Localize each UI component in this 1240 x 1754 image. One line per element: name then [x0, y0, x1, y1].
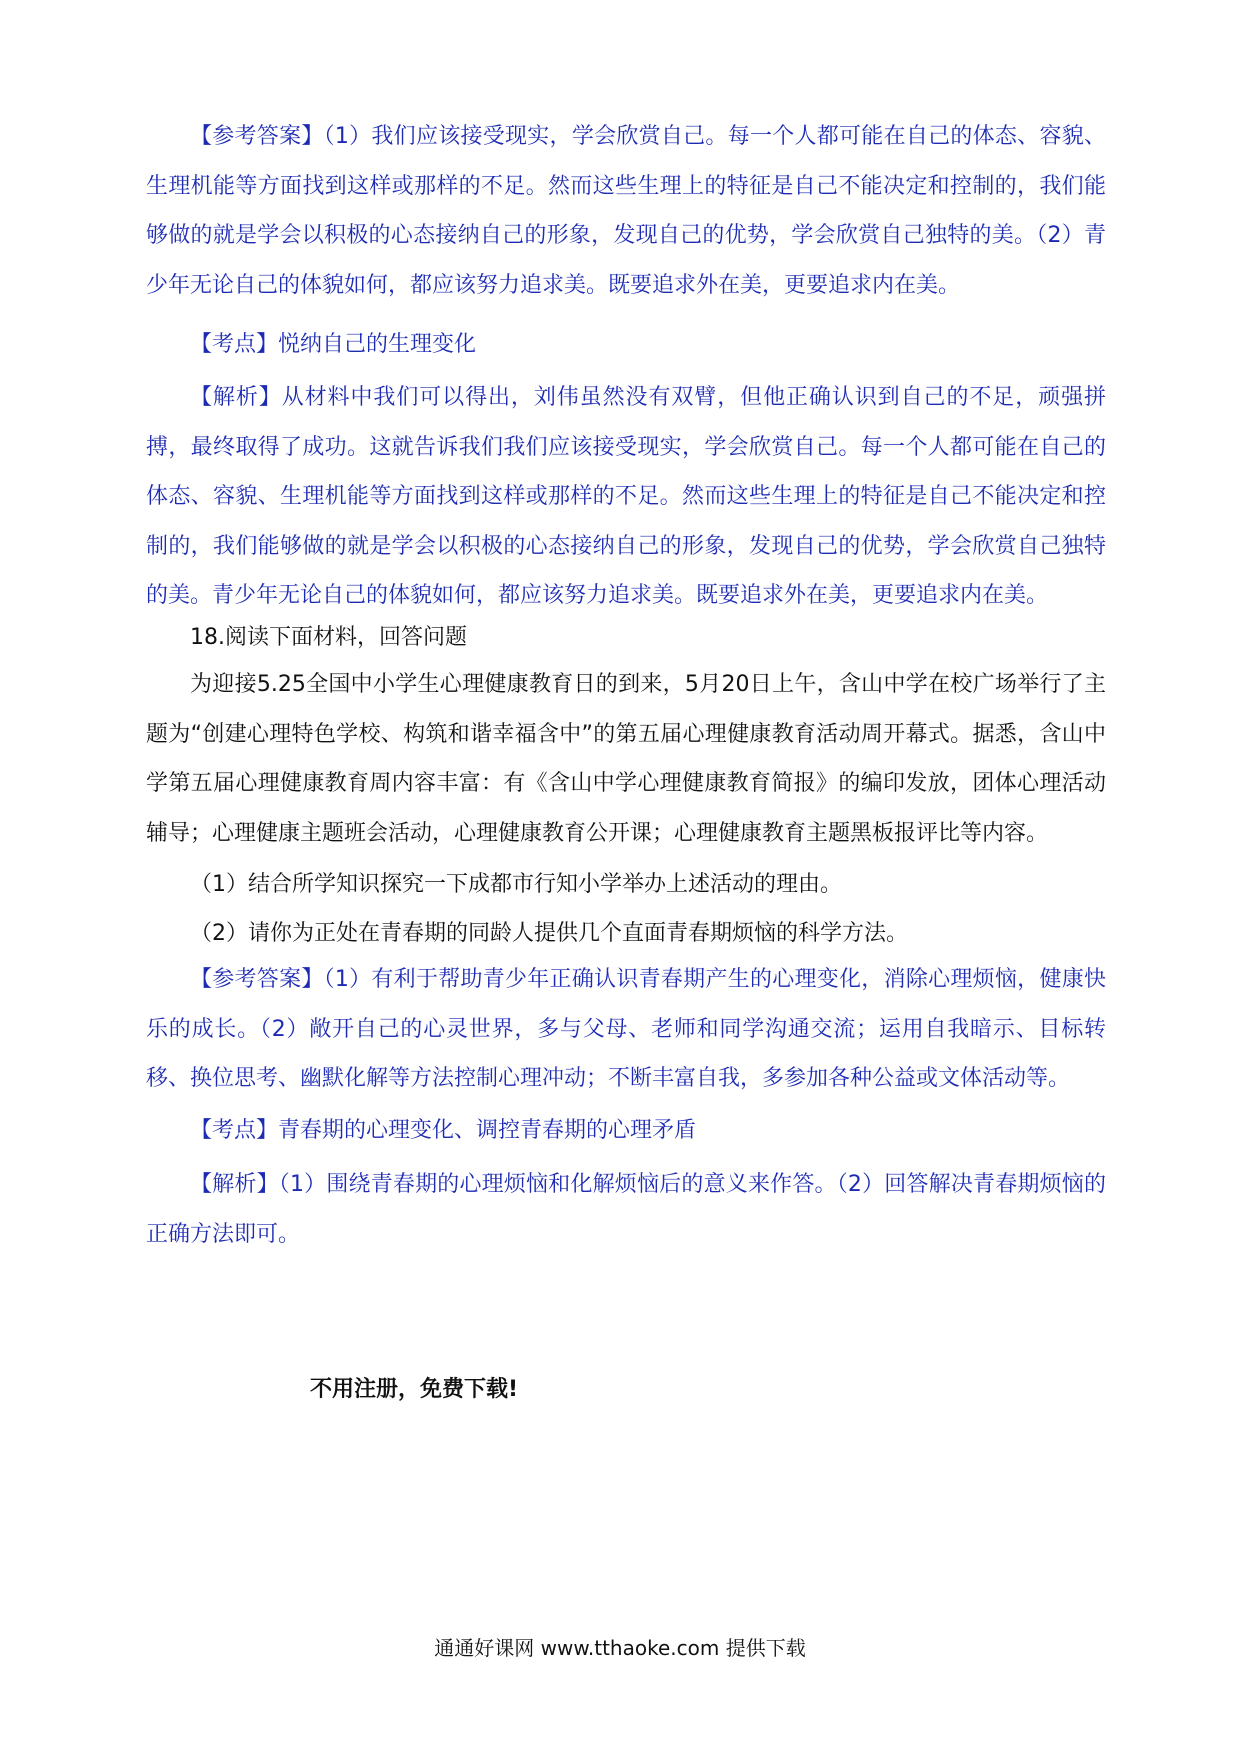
answer-18: [146, 955, 1106, 1104]
answer-label: 【参考答案】: [190, 967, 324, 992]
material-18: 为迎接5.25全国中小学生心理健康教育日的到来，5月20日上午，含山中学在校广场举行了主题为“创建心理特色学校、构筑和谐幸福含中”的第五届心理健康教育活动周开幕式。据悉，含山中学第五届心理健康教育周内容丰富：有《含山中学心理健康教育简报》的编印发放，团体心理活动辅导；心理健康主题班会活动，心理健康教育公开课；心理健康教育主题黑板报评比等内容。: [146, 672, 1106, 846]
question-18-2: （2）请你为正处在青春期的同龄人提供几个直面青春期烦恼的科学方法。: [190, 921, 908, 946]
answer-17: [146, 112, 1106, 310]
question-18-title: 18.阅读下面材料，回答问题: [190, 625, 467, 650]
answer-text: （1）有利于帮助青少年正确认识青春期产生的心理变化，消除心理烦恼，健康快乐的成长。（2）敞开自己的心灵世界，多与父母、老师和同学沟通交流；运用自我暗示、目标转移、换位思考、幽默化解等方法控制心理冲动；不断丰富自我，多参加各种公益或文体活动等。: [146, 967, 1106, 1091]
point-18: [146, 1106, 1106, 1156]
point-label: 【考点】: [190, 332, 279, 357]
point-17: [146, 320, 1106, 370]
question-18-1: （1）结合所学知识探究一下成都市行知小学举办上述活动的理由。: [190, 872, 842, 897]
analysis-17: [146, 373, 1106, 621]
analysis-text: 从材料中我们可以得出，刘伟虽然没有双臂，但他正确认识到自己的不足，顽强拼搏，最终取得了成功。这就告诉我们我们应该接受现实，学会欣赏自己。每一个人都可能在自己的体态、容貌、生理机能等方面找到这样或那样的不足。然而这些生理上的特征是自己不能决定和控制的，我们能够做的就是学会以积极的心态接纳自己的形象，发现自己的优势，学会欣赏自己独特的美。青少年无论自己的体貌如何，都应该努力追求美。既要追求外在美，更要追求内在美。: [146, 385, 1106, 608]
analysis-label: 【解析】: [190, 385, 282, 410]
point-text: 青春期的心理变化、调控青春期的心理矛盾: [278, 1118, 697, 1143]
analysis-label: 【解析】: [190, 1172, 279, 1197]
promo-text: 不用注册，免费下载!: [310, 1377, 519, 1402]
page-footer: 通通好课网 www.tthaoke.com 提供下载: [434, 1636, 806, 1660]
answer-text: （1）我们应该接受现实，学会欣赏自己。每一个人都可能在自己的体态、容貌、生理机能等方面找到这样或那样的不足。然而这些生理上的特征是自己不能决定和控制的，我们能够做的就是学会以积极的心态接纳自己的形象，发现自己的优势，学会欣赏自己独特的美。（2）青少年无论自己的体貌如何，都应该努力追求美。既要追求外在美，更要追求内在美。: [146, 124, 1106, 298]
analysis-text: （1）围绕青春期的心理烦恼和化解烦恼后的意义来作答。（2）回答解决青春期烦恼的正确方法即可。: [146, 1172, 1106, 1247]
answer-label: 【参考答案】: [190, 124, 324, 149]
analysis-18: [146, 1160, 1106, 1259]
point-label: 【考点】: [190, 1118, 279, 1143]
point-text: 悦纳自己的生理变化: [278, 332, 477, 357]
